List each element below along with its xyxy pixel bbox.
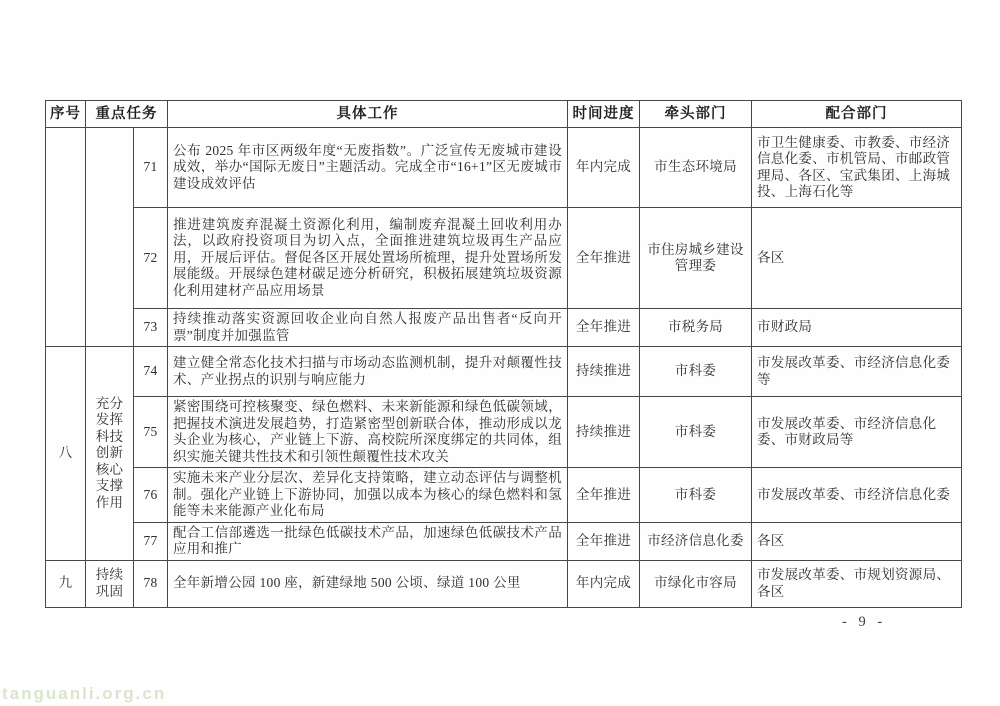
header-key-task: 重点任务 xyxy=(86,101,168,128)
lead-dept-cell: 市经济信息化委 xyxy=(640,522,752,560)
schedule-cell: 全年推进 xyxy=(568,309,640,347)
task-number-cell: 77 xyxy=(134,522,168,560)
work-cell: 实施未来产业分层次、差异化支持策略，建立动态评估与调整机制。强化产业链上下游协同，加强以成本为核心的绿色燃料和氢能等未来能源产业化布局 xyxy=(168,468,568,523)
table-header-row xyxy=(46,101,962,128)
table-row xyxy=(46,128,962,208)
watermark-text: tanguanli.org.cn xyxy=(2,684,167,703)
work-cell: 推进建筑废弃混凝土资源化利用，编制废弃混凝土回收利用办法，以政府投资项目为切入点，全面推进建筑垃圾再生产品应用，开展后评估。督促各区开展处置场所梳理，提升处置场所发展能级。开展绿色建材碳足迹分析研究，积极拓展建筑垃圾资源化利用建材产品应用场景 xyxy=(168,208,568,309)
page-number: - 9 - xyxy=(842,614,887,630)
support-dept-cell: 市发展改革委、市经济信息化委等 xyxy=(752,347,962,397)
table-row xyxy=(46,309,962,347)
support-dept-cell: 市发展改革委、市经济信息化委 xyxy=(752,468,962,523)
serial-cell xyxy=(46,128,86,347)
lead-dept-cell: 市科委 xyxy=(640,397,752,468)
task-number-cell: 78 xyxy=(134,560,168,607)
lead-dept-cell: 市住房城乡建设管理委 xyxy=(640,208,752,309)
header-serial: 序号 xyxy=(46,101,86,128)
task-group-cell: 充分发挥科技创新核心支撑作用 xyxy=(86,347,134,561)
lead-dept-cell: 市税务局 xyxy=(640,309,752,347)
work-plan-table xyxy=(45,100,962,608)
lead-dept-cell: 市科委 xyxy=(640,347,752,397)
work-cell: 建立健全常态化技术扫描与市场动态监测机制，提升对颠覆性技术、产业拐点的识别与响应能力 xyxy=(168,347,568,397)
support-dept-cell: 市发展改革委、市规划资源局、各区 xyxy=(752,560,962,607)
work-cell: 紧密围绕可控核聚变、绿色燃料、未来新能源和绿色低碳领域，把握技术演进发展趋势，打造紧密型创新联合体，推动形成以龙头企业为核心，产业链上下游、高校院所深度绑定的共同体，组织实施关键共性技术和引领性颠覆性技术攻关 xyxy=(168,397,568,468)
schedule-cell: 年内完成 xyxy=(568,128,640,208)
lead-dept-cell: 市科委 xyxy=(640,468,752,523)
header-lead-dept: 牵头部门 xyxy=(640,101,752,128)
support-dept-cell: 各区 xyxy=(752,522,962,560)
schedule-cell: 全年推进 xyxy=(568,208,640,309)
support-dept-cell: 市卫生健康委、市教委、市经济信息化委、市机管局、市邮政管理局、各区、宝武集团、上海城投、上海石化等 xyxy=(752,128,962,208)
table-row xyxy=(46,468,962,523)
table-row xyxy=(46,208,962,309)
work-cell: 配合工信部遴选一批绿色低碳技术产品，加速绿色低碳技术产品应用和推广 xyxy=(168,522,568,560)
task-number-cell: 72 xyxy=(134,208,168,309)
table-row xyxy=(46,397,962,468)
serial-cell: 九 xyxy=(46,560,86,607)
support-dept-cell: 各区 xyxy=(752,208,962,309)
lead-dept-cell: 市绿化市容局 xyxy=(640,560,752,607)
task-number-cell: 73 xyxy=(134,309,168,347)
task-number-cell: 71 xyxy=(134,128,168,208)
support-dept-cell: 市发展改革委、市经济信息化委、市财政局等 xyxy=(752,397,962,468)
schedule-cell: 持续推进 xyxy=(568,397,640,468)
schedule-cell: 全年推进 xyxy=(568,522,640,560)
header-schedule: 时间进度 xyxy=(568,101,640,128)
schedule-cell: 全年推进 xyxy=(568,468,640,523)
header-support-dept: 配合部门 xyxy=(752,101,962,128)
task-group-cell: 持续巩固 xyxy=(86,560,134,607)
work-cell: 持续推动落实资源回收企业向自然人报废产品出售者“反向开票”制度并加强监管 xyxy=(168,309,568,347)
work-cell: 公布 2025 年市区两级年度“无废指数”。广泛宣传无废城市建设成效，举办“国际无废日”主题活动。完成全市“16+1”区无废城市建设成效评估 xyxy=(168,128,568,208)
task-number-cell: 76 xyxy=(134,468,168,523)
serial-cell: 八 xyxy=(46,347,86,561)
task-number-cell: 74 xyxy=(134,347,168,397)
table-row xyxy=(46,560,962,607)
schedule-cell: 持续推进 xyxy=(568,347,640,397)
schedule-cell: 年内完成 xyxy=(568,560,640,607)
header-specific-work: 具体工作 xyxy=(168,101,568,128)
work-cell: 全年新增公园 100 座，新建绿地 500 公顷、绿道 100 公里 xyxy=(168,560,568,607)
table-row xyxy=(46,522,962,560)
support-dept-cell: 市财政局 xyxy=(752,309,962,347)
lead-dept-cell: 市生态环境局 xyxy=(640,128,752,208)
table-row xyxy=(46,347,962,397)
task-number-cell: 75 xyxy=(134,397,168,468)
task-group-cell xyxy=(86,128,134,347)
